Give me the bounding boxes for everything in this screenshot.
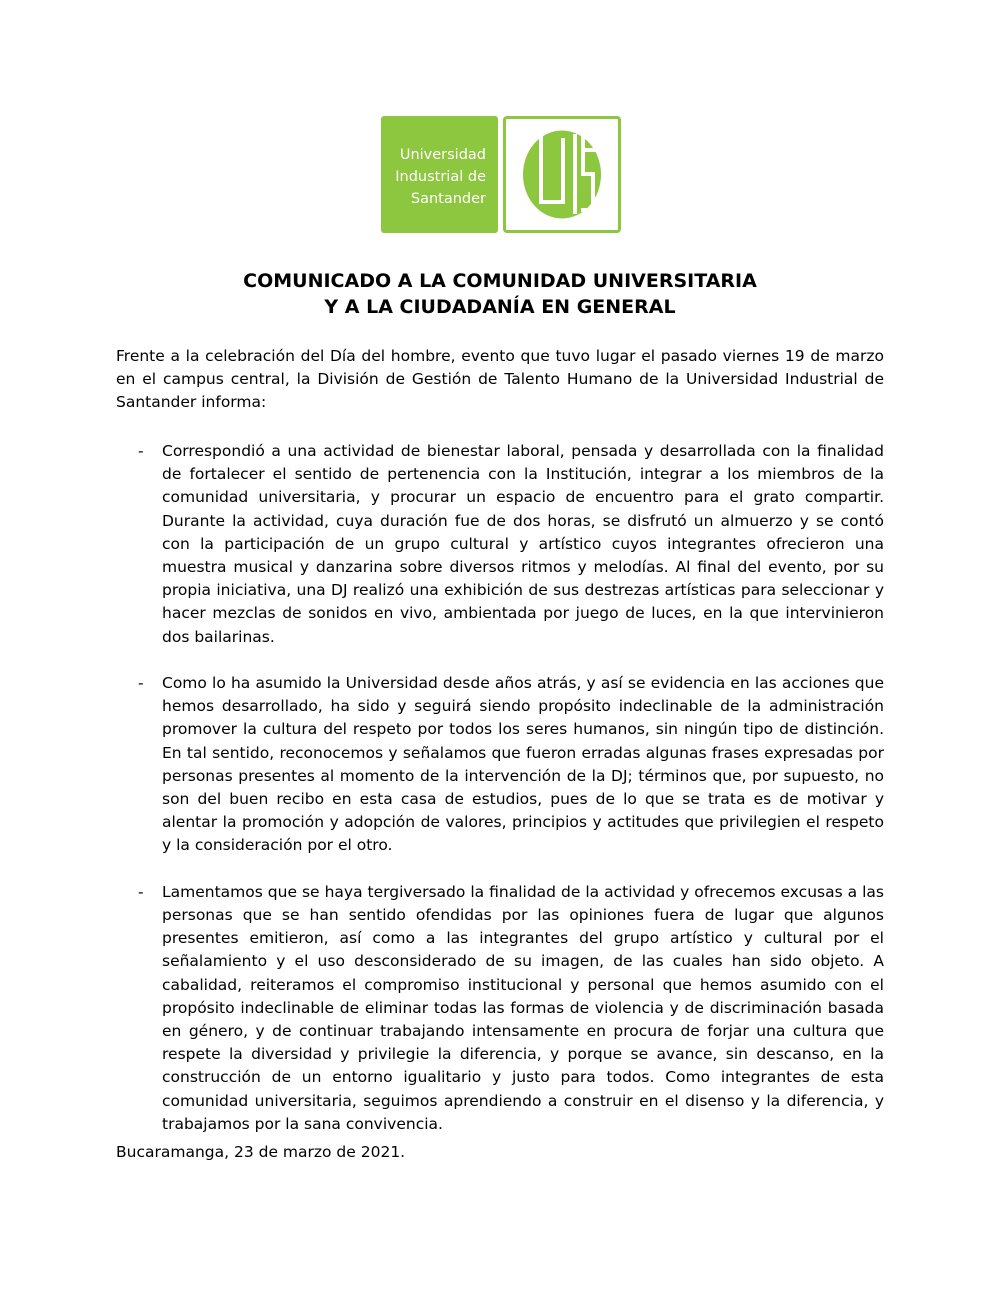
closing-date-line: Bucaramanga, 23 de marzo de 2021. [116,1143,406,1161]
statement-list [116,440,884,1159]
list-item-text: Como lo ha asumido la Universidad desde años atrás, y así se evidencia en las acciones que hemos desarrollado, ha sido y seguirá siendo propósito indeclinable de la administración promover la cultura del respeto por todos los seres humanos, sin ningún tipo de distinción. En tal sentido, reconocemos y señalamos que fueron erradas algunas frases expresadas por personas presentes al momento de la intervención de la DJ; términos que, por supuesto, no son del buen recibo en esta casa de estudios, pues de lo que se trata es de motivar y alentar la promoción y adopción de valores, principios y actitudes que privilegien el respeto y la consideración por el otro. [162,674,884,855]
logo-text-line-1: Universidad [399,147,486,163]
uis-monogram-icon [518,130,606,219]
list-item [116,672,884,858]
logo-mark-frame [503,116,621,233]
page-title [0,268,1000,320]
logo-text-line-3: Santander [410,191,486,207]
university-logo [381,116,621,233]
list-dash: - [138,882,144,901]
list-item [116,440,884,649]
list-dash: - [138,442,144,460]
logo-text-line-2: Industrial de [395,169,486,185]
list-dash: - [138,674,144,693]
list-item-text: Correspondió a una actividad de bienestar laboral, pensada y desarrollada con la finalidad de fortalecer el sentido de pertenencia con la Institución, integrar a los miembros de la comunidad universitaria, y procurar un espacio de encuentro para el grato compartir. Durante la actividad, cuya duración fue de dos horas, se disfrutó un almuerzo y se contó con la participación de un grupo cultural y artístico cuyos integrantes ofrecieron una muestra musical y danzarina sobre diversos ritmos y melodías. Al final del evento, por su propia iniciativa, una DJ realizó una exhibición de sus destrezas artísticas para seleccionar y hacer mezclas de sonidos en vivo, ambientada por juego de luces, en la que intervinieron dos bailarinas. [162,442,884,646]
title-line-2: Y A LA CIUDADANÍA EN GENERAL [324,296,676,318]
title-line-1: COMUNICADO A LA COMUNIDAD UNIVERSITARIA [243,270,757,292]
list-item-text: Lamentamos que se haya tergiversado la finalidad de la actividad y ofrecemos excusas a las personas que se han sentido ofendidas por las opiniones fuera de lugar que algunos presentes emitieron, así como a las integrantes del grupo artístico y cultural por el señalamiento y el uso desconsiderado de su imagen, de las cuales han sido objeto. A cabalidad, reiteramos el compromiso institucional y personal que hemos asumido con el propósito indeclinable de eliminar todas las formas de violencia y de discriminación basada en género, y de continuar trabajando intensamente en procura de forjar una cultura que respete la diversidad y privilegie la diferencia, y porque se avance, sin descanso, en la construcción de un entorno igualitario y justo para todos. Como integrantes de esta comunidad universitaria, seguimos aprendiendo a construir en el disenso y la diferencia, y trabajamos por la sana convivencia. [162,882,884,1133]
list-item [116,881,884,1136]
intro-paragraph: Frente a la celebración del Día del hombre, evento que tuvo lugar el pasado viernes 19 de marzo en el campus central, la División de Gestión de Talento Humano de la Universidad Industrial de Santander informa: [116,347,884,412]
logo-text-block [381,116,498,233]
